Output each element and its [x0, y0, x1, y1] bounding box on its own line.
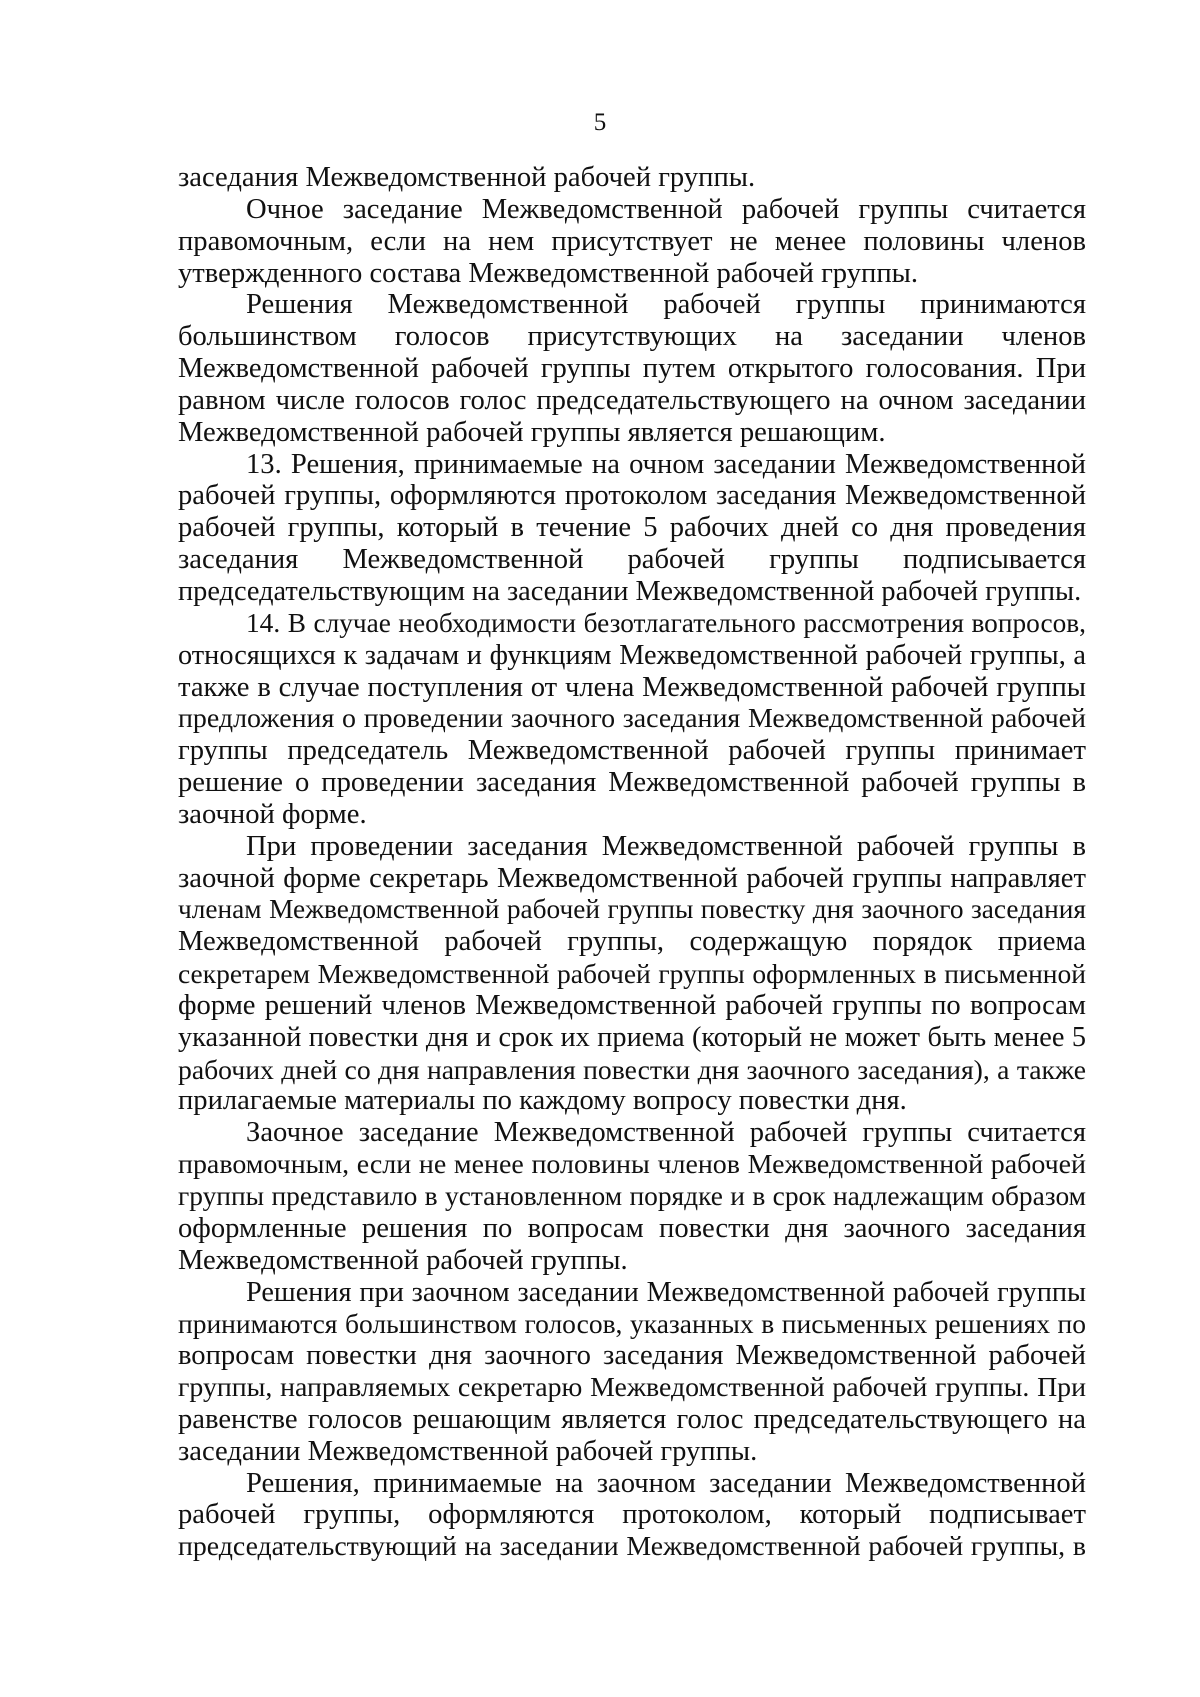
text-line: председательствующий на заседании Межведомственной рабочей группы, в — [178, 1531, 1086, 1563]
text-line: 14. В случае необходимости безотлагательного рассмотрения вопросов, — [246, 607, 1086, 638]
text-line: группы представило в установленном порядке и в срок надлежащим образом — [178, 1181, 1086, 1211]
text-line: правомочным, если не менее половины членов Межведомственной рабочей — [178, 1149, 1086, 1181]
text-line: заочной форме. — [178, 798, 367, 830]
text-line: равном числе голосов голос председательствующего на очном заседании — [178, 384, 1086, 416]
text-line: равенстве голосов решающим является голос председательствующего на — [178, 1403, 1086, 1435]
text-line: 13. Решения, принимаемые на очном заседании Межведомственной — [246, 448, 1086, 480]
text-line: Межведомственной рабочей группы, содержащую порядок приема — [178, 926, 1086, 958]
text-line: рабочих дней со дня направления повестки дня заочного заседания), а также — [178, 1053, 1086, 1085]
text-line: решение о проведении заседания Межведомственной рабочей группы в — [178, 767, 1086, 799]
text-line: правомочным, если на нем присутствует не менее половины членов — [178, 225, 1086, 257]
text-line: относящихся к задачам и функциям Межведомственной рабочей группы, а — [178, 639, 1086, 671]
text-line: заочной форме секретарь Межведомственной рабочей группы направляет — [178, 862, 1086, 894]
text-line: Межведомственной рабочей группы является решающим. — [178, 416, 886, 448]
text-line: предложения о проведении заочного заседания Межведомственной рабочей — [178, 703, 1086, 735]
body-text — [178, 162, 1086, 1563]
text-line: большинством голосов присутствующих на заседании членов — [178, 321, 1086, 353]
text-line: Решения Межведомственной рабочей группы принимаются — [246, 289, 1086, 321]
text-line: председательствующим на заседании Межведомственной рабочей группы. — [178, 575, 1082, 607]
text-line: заседании Межведомственной рабочей группы. — [178, 1435, 758, 1467]
text-line: рабочей группы, который в течение 5 рабочих дней со дня проведения — [178, 512, 1086, 544]
text-line: Решения при заочном заседании Межведомственной рабочей группы — [246, 1276, 1086, 1308]
text-line: группы председатель Межведомственной рабочей группы принимает — [178, 735, 1086, 767]
text-line: Межведомственной рабочей группы путем открытого голосования. При — [178, 353, 1086, 385]
text-line: членам Межведомственной рабочей группы повестку дня заочного заседания — [178, 894, 1086, 925]
text-line: форме решений членов Межведомственной рабочей группы по вопросам — [178, 989, 1086, 1021]
text-line: При проведении заседания Межведомственной рабочей группы в — [246, 830, 1086, 862]
text-line: группы, направляемых секретарю Межведомственной рабочей группы. При — [178, 1372, 1086, 1404]
text-line: Решения, принимаемые на заочном заседании Межведомственной — [246, 1467, 1086, 1499]
text-line: прилагаемые материалы по каждому вопросу повестки дня. — [178, 1085, 907, 1117]
text-line: секретарем Межведомственной рабочей группы оформленных в письменной — [178, 958, 1086, 990]
text-line: Межведомственной рабочей группы. — [178, 1244, 628, 1276]
text-line: вопросам повестки дня заочного заседания Межведомственной рабочей — [178, 1340, 1086, 1372]
text-line: Очное заседание Межведомственной рабочей группы считается — [246, 193, 1086, 225]
text-line: Заочное заседание Межведомственной рабочей группы считается — [246, 1117, 1086, 1149]
page-number: 5 — [593, 109, 607, 136]
text-line: заседания Межведомственной рабочей группы подписывается — [178, 544, 1086, 576]
text-line: рабочей группы, оформляются протоколом, который подписывает — [178, 1499, 1086, 1531]
text-line: указанной повестки дня и срок их приема (который не может быть менее 5 — [178, 1021, 1086, 1053]
text-line: принимаются большинством голосов, указанных в письменных решениях по — [178, 1308, 1086, 1340]
text-line: оформленные решения по вопросам повестки дня заочного заседания — [178, 1212, 1086, 1244]
text-line: заседания Межведомственной рабочей группы. — [178, 162, 756, 193]
text-line: утвержденного состава Межведомственной рабочей группы. — [178, 257, 918, 289]
text-line: рабочей группы, оформляются протоколом заседания Межведомственной — [178, 480, 1086, 512]
text-line: также в случае поступления от члена Межведомственной рабочей группы — [178, 671, 1086, 703]
